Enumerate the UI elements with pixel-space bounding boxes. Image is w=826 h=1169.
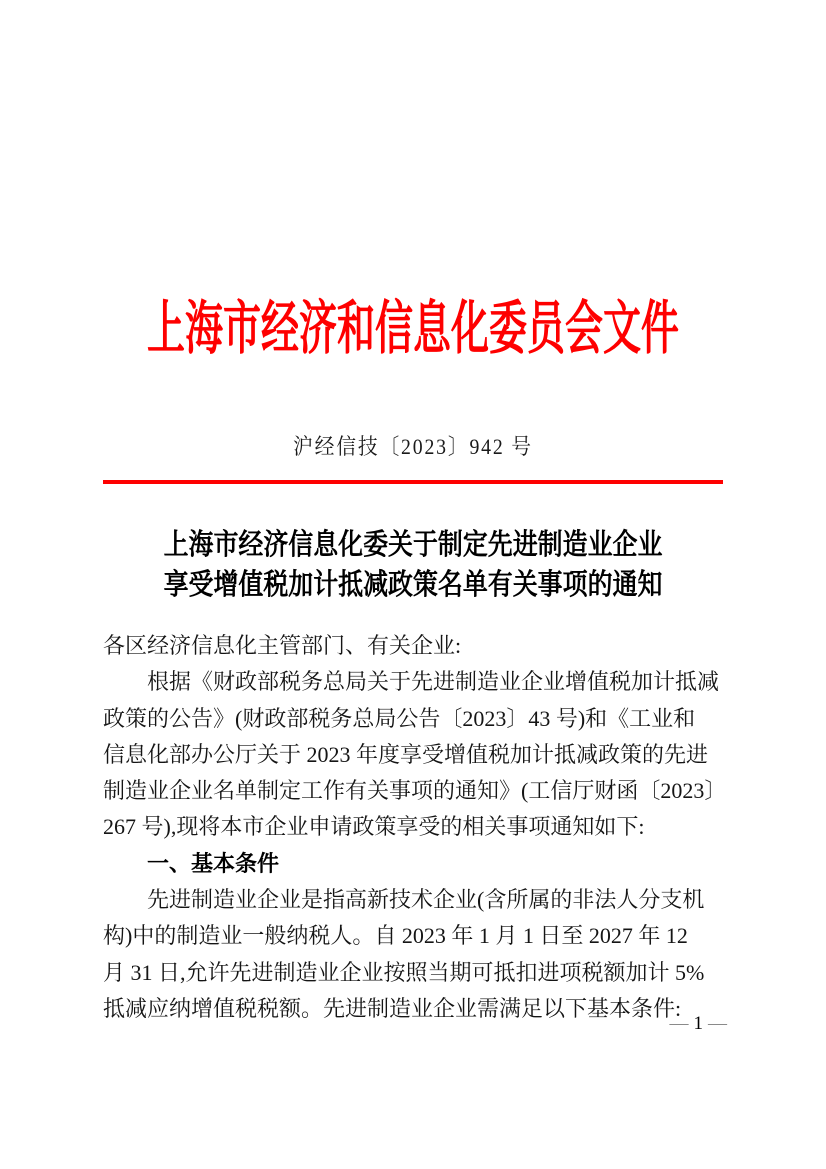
body-line: 政策的公告》(财政部税务总局公告〔2023〕43 号)和《工业和	[103, 705, 696, 731]
page-number-dash-left: —	[669, 1013, 689, 1034]
body-line: 抵减应纳增值税税额。先进制造业企业需满足以下基本条件:	[103, 995, 682, 1021]
red-divider-line	[103, 480, 723, 484]
document-title-line-1: 上海市经济信息化委关于制定先进制造业企业	[163, 529, 663, 561]
document-body	[103, 628, 727, 1027]
body-line: 制造业企业名单制定工作有关事项的通知》(工信厅财函〔2023〕	[103, 778, 727, 804]
body-line: 先进制造业企业是指高新技术企业(含所属的非法人分支机	[147, 887, 705, 913]
body-line: 267 号),现将本市企业申请政策享受的相关事项通知如下:	[103, 814, 645, 840]
page-number-value: 1	[693, 1013, 703, 1034]
body-line: 月 31 日,允许先进制造业企业按照当期可抵扣进项税额加计 5%	[103, 959, 705, 985]
document-title	[58, 525, 768, 605]
document-title-line-2: 享受增值税加计抵减政策名单有关事项的通知	[163, 569, 663, 601]
document-number: 沪经信技〔2023〕942 号	[293, 434, 533, 459]
page-number	[665, 1012, 733, 1036]
body-line-salutation: 各区经济信息化主管部门、有关企业:	[103, 633, 462, 658]
body-line: 构)中的制造业一般纳税人。自 2023 年 1 月 1 日至 2027 年 12	[103, 923, 688, 949]
letterhead-title: 上海市经济和信息化委员会文件	[147, 296, 679, 361]
body-line: 根据《财政部税务总局关于先进制造业企业增值税加计抵减	[147, 669, 720, 695]
page-number-dash-right: —	[708, 1013, 727, 1034]
body-line: 信息化部办公厅关于 2023 年度享受增值税加计抵减政策的先进	[103, 741, 709, 767]
section-heading-basic-conditions: 一、基本条件	[147, 850, 280, 876]
